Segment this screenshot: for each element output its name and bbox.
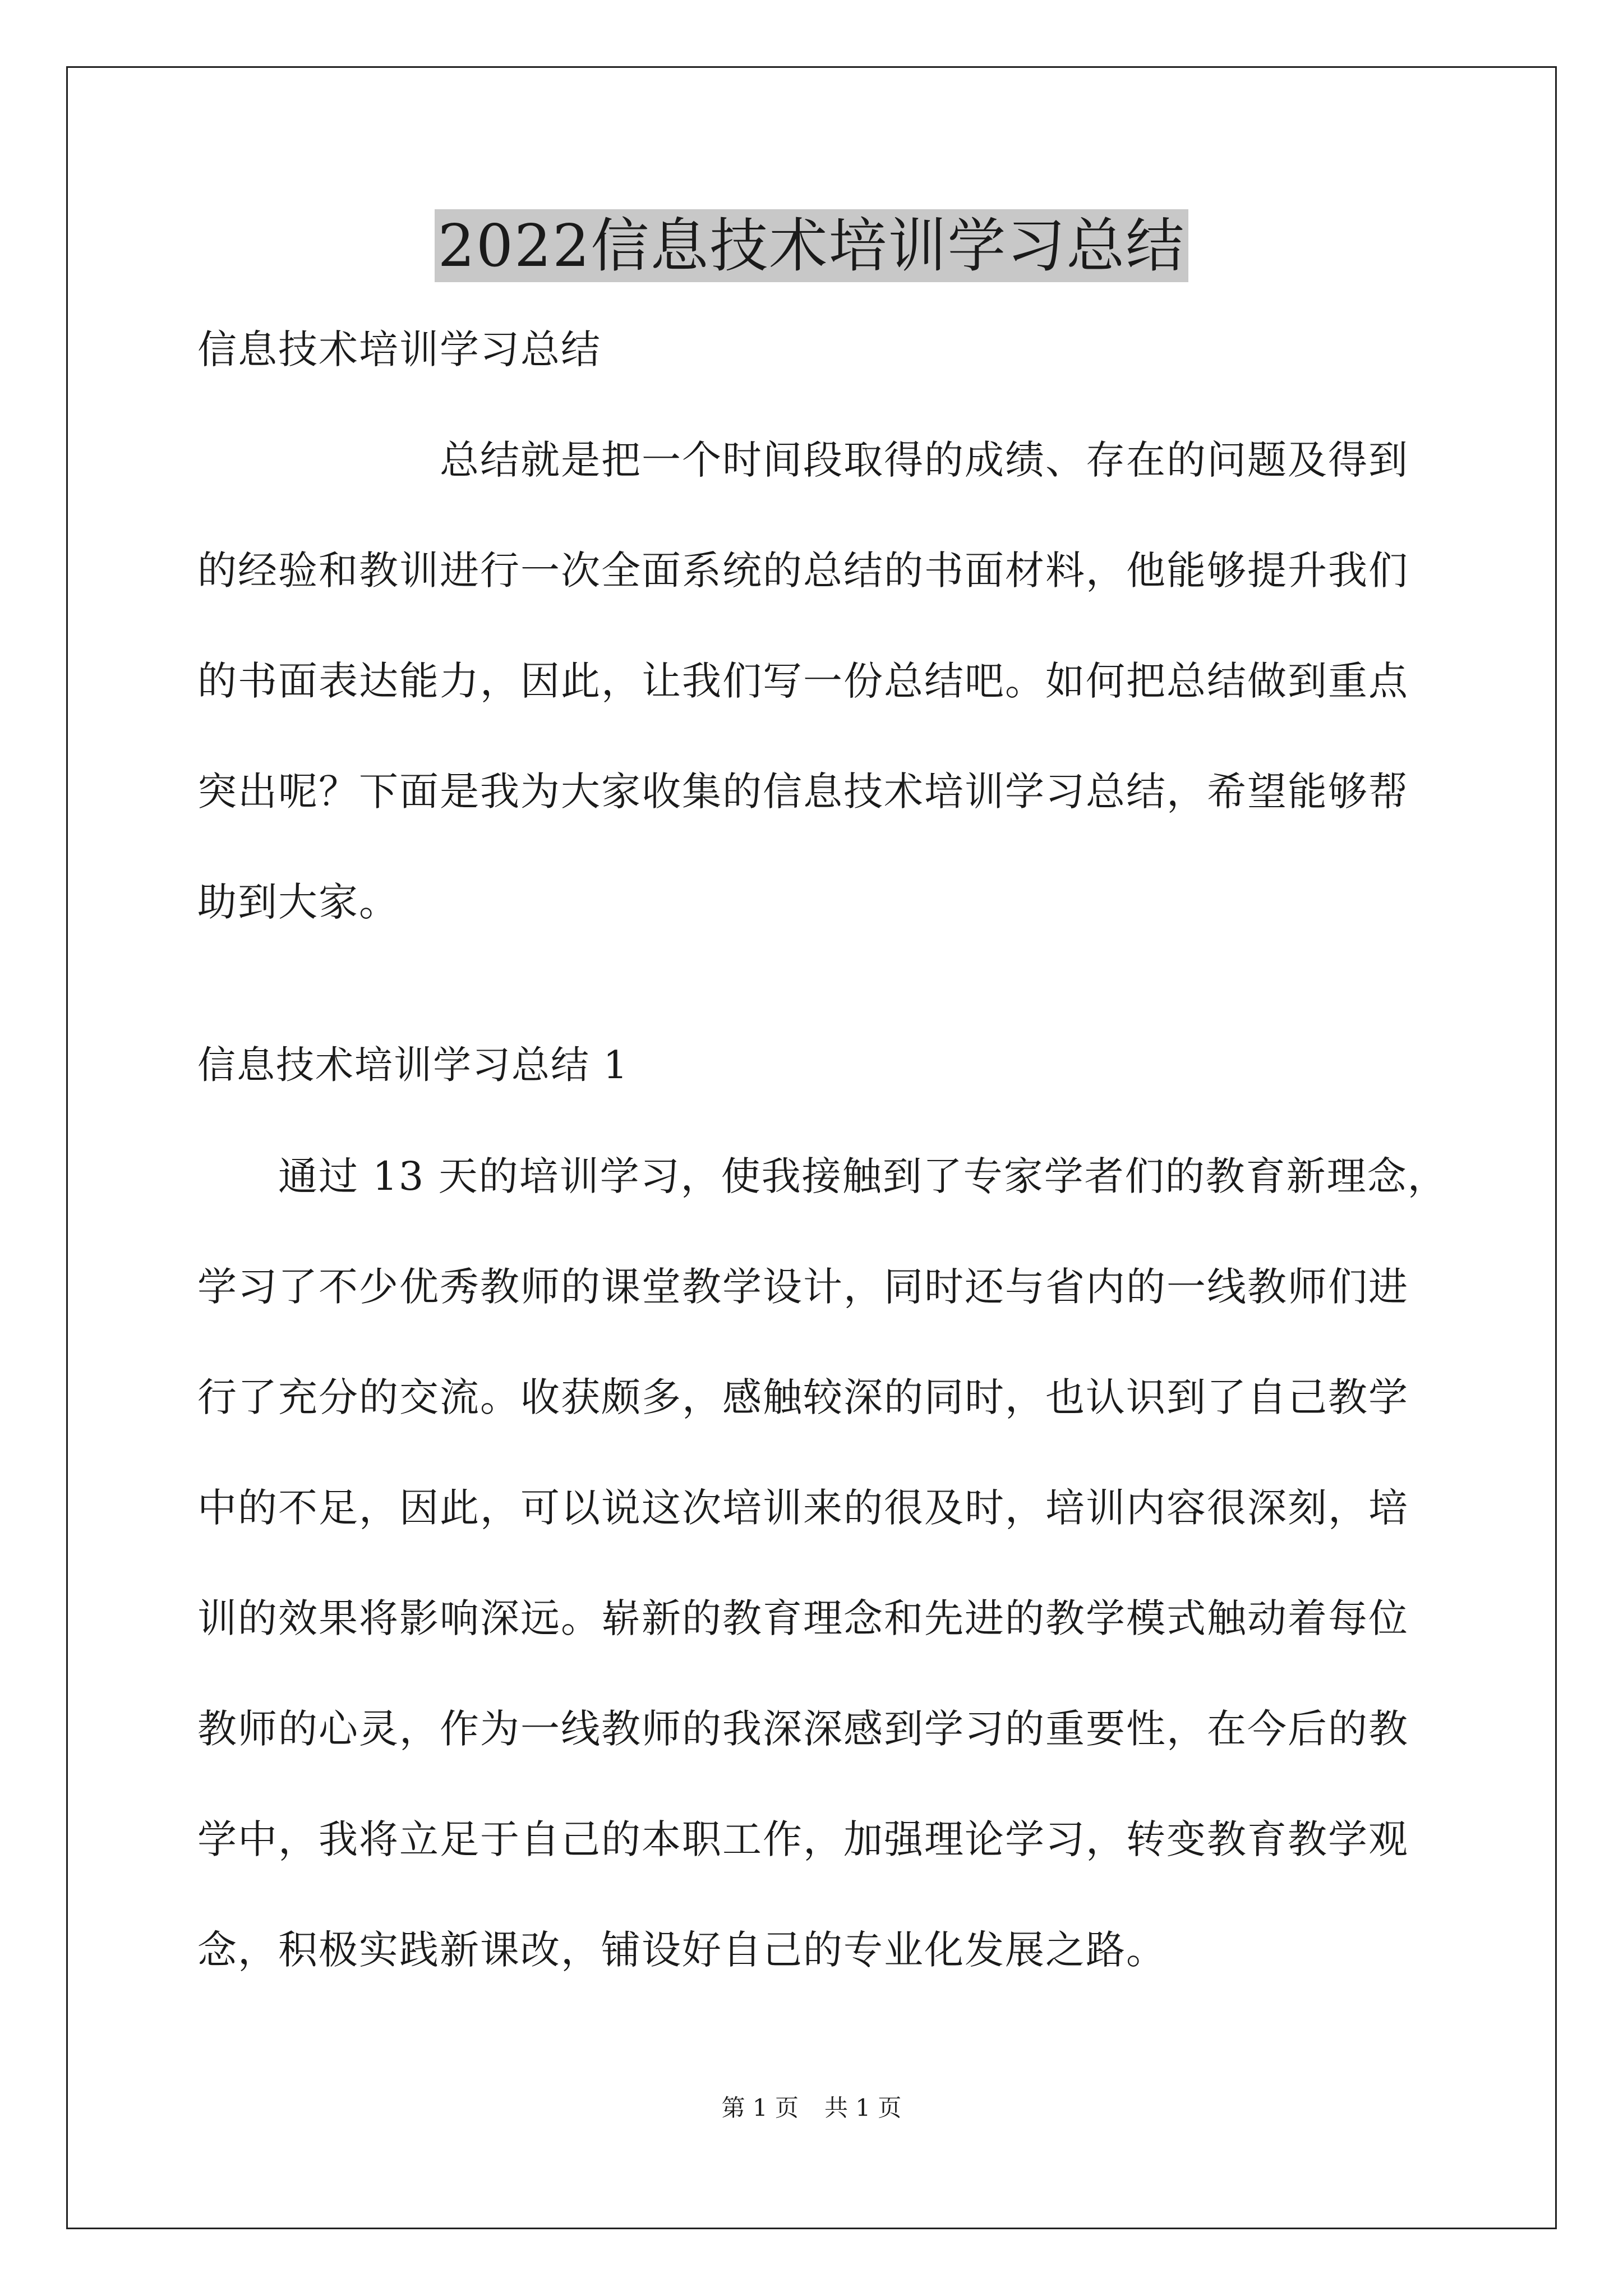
intro-line: 突出呢？下面是我为大家收集的信息技术培训学习总结，希望能够帮: [197, 769, 1409, 815]
section-heading: 信息技术培训学习总结 1: [197, 1043, 629, 1088]
section-line: 念，积极实践新课改，铺设好自己的专业化发展之路。: [197, 1927, 1166, 1973]
intro-line: 总结就是把一个时间段取得的成绩、存在的问题及得到: [197, 437, 1409, 483]
section-line: 中的不足，因此，可以说这次培训来的很及时，培训内容很深刻，培: [197, 1485, 1409, 1531]
title-text: 2022信息技术培训学习总结: [435, 209, 1189, 282]
section-line: 通过 13 天的培训学习，使我接触到了专家学者们的教育新理念，: [197, 1153, 1448, 1199]
intro-line: 助到大家。: [197, 879, 399, 925]
page-total: 共 1 页: [824, 2094, 902, 2122]
section-line: 行了充分的交流。收获颇多，感触较深的同时，也认识到了自己教学: [197, 1374, 1409, 1420]
page-footer: [0, 2092, 1623, 2124]
section-line: 训的效果将影响深远。崭新的教育理念和先进的教学模式触动着每位: [197, 1595, 1409, 1641]
spacer: [197, 376, 1454, 433]
intro-line: 的经验和教训进行一次全面系统的总结的书面材料，他能够提升我们: [197, 547, 1409, 593]
intro-line: 的书面表达能力，因此，让我们写一份总结吧。如何把总结做到重点: [197, 658, 1409, 704]
spacer: [197, 929, 1454, 1039]
page-number: 第 1 页: [721, 2094, 799, 2122]
section-line: 教师的心灵，作为一线教师的我深深感到学习的重要性，在今后的教: [197, 1706, 1409, 1752]
subtitle: 信息技术培训学习总结: [197, 326, 601, 372]
document-title: [0, 206, 1623, 285]
section-line: 学习了不少优秀教师的课堂教学设计，同时还与省内的一线教师们进: [197, 1264, 1409, 1310]
document-body: [197, 323, 1454, 1977]
section-paragraph: [197, 1149, 1454, 1977]
intro-paragraph: [197, 433, 1454, 929]
section-line: 学中，我将立足于自己的本职工作，加强理论学习，转变教育教学观: [197, 1816, 1409, 1862]
